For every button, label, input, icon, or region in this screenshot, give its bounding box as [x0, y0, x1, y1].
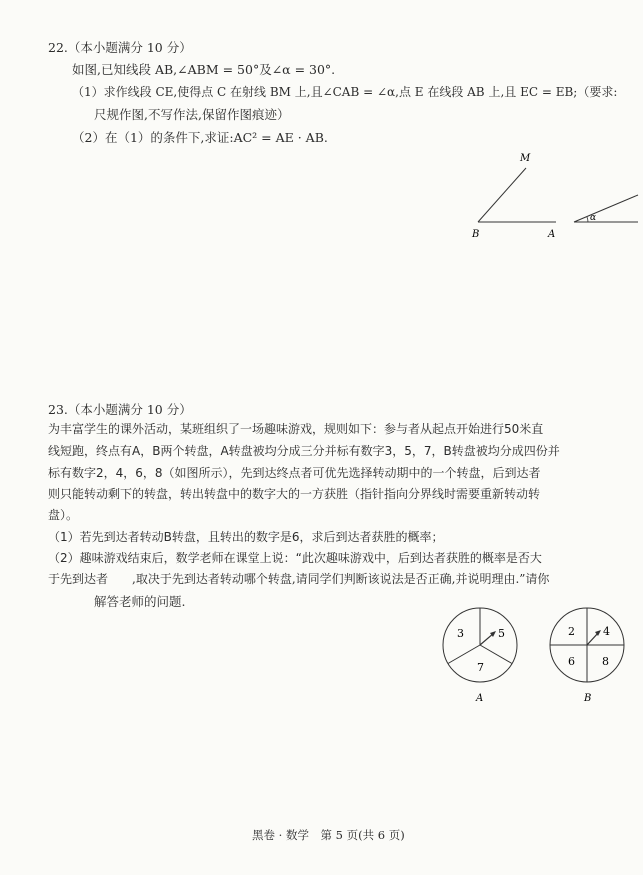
label-m: M: [520, 153, 531, 164]
ray-bm: [478, 168, 526, 222]
q23-header: 23.（本小题满分 10 分）: [48, 402, 192, 417]
spinner-b: [547, 605, 633, 710]
q23-line1: 为丰富学生的课外活动，某班组织了一场趣味游戏，规则如下：参与者从起点开始进行50米直: [48, 422, 544, 436]
q23-part2-line2: 于先到达者 ,取决于先到达者转动哪个转盘,请同学们判断该说法是否正确,并说明理由.”请你: [48, 572, 550, 586]
spinner-b-number-2: 2: [568, 625, 575, 638]
spinner-b-number-8: 8: [602, 655, 609, 668]
q22-part1-line1: （1）求作线段 CE,使得点 C 在射线 BM 上,且∠CAB = ∠α,点 E 在线段 AB 上,且 EC = EB;（要求:: [72, 85, 618, 99]
spinner-a-number-7: 7: [477, 661, 484, 674]
spinner-a-divider-3: [448, 645, 480, 664]
q23-line4: 则只能转动剩下的转盘，转出转盘中的数字大的一方获胜（指针指向分界线时需要重新转动转: [48, 487, 541, 501]
q22-figure: [460, 145, 640, 245]
angle-alpha-side2: [574, 195, 638, 222]
label-b: B: [472, 229, 480, 240]
q22-header: 22.（本小题满分 10 分）: [48, 40, 192, 55]
q23-part2-line1: （2）趣味游戏结束后，数学老师在课堂上说：“此次趣味游戏中，后到达者获胜的概率是否大: [48, 551, 542, 565]
q22-part2: （2）在（1）的条件下,求证:AC² = AE · AB.: [72, 130, 328, 145]
q22-intro: 如图,已知线段 AB,∠ABM = 50°及∠α = 30°.: [72, 62, 336, 77]
page-footer: 黑卷 · 数学 第 5 页(共 6 页): [252, 828, 405, 842]
spinner-b-number-4: 4: [603, 625, 610, 638]
spinner-a-number-5: 5: [498, 627, 505, 640]
q23-part2-line3: 解答老师的问题.: [94, 594, 186, 609]
q23-part1: （1）若先到达者转动B转盘，且转出的数字是6，求后到达者获胜的概率；: [48, 530, 444, 544]
spinner-b-label: B: [584, 693, 592, 704]
label-a: A: [548, 229, 556, 240]
spinner-a-label: A: [476, 693, 484, 704]
q23-line3: 标有数字2，4，6，8（如图所示），先到达终点者可优先选择转动期中的一个转盘，后到达者: [48, 466, 541, 480]
q23-line5: 盘）。: [48, 508, 79, 522]
spinner-a-divider-2: [480, 645, 512, 664]
q22-part1-line2: 尺规作图,不写作法,保留作图痕迹）: [94, 107, 290, 122]
angle-arc: [587, 217, 588, 222]
q23-line2: 线短跑，终点有A，B两个转盘，A转盘被均分成三分并标有数字3，5，7，B转盘被均分成四份并: [48, 444, 560, 458]
spinner-b-number-6: 6: [568, 655, 575, 668]
spinner-a-number-3: 3: [457, 627, 464, 640]
spinner-a: [440, 605, 520, 710]
label-alpha: α: [590, 213, 597, 223]
